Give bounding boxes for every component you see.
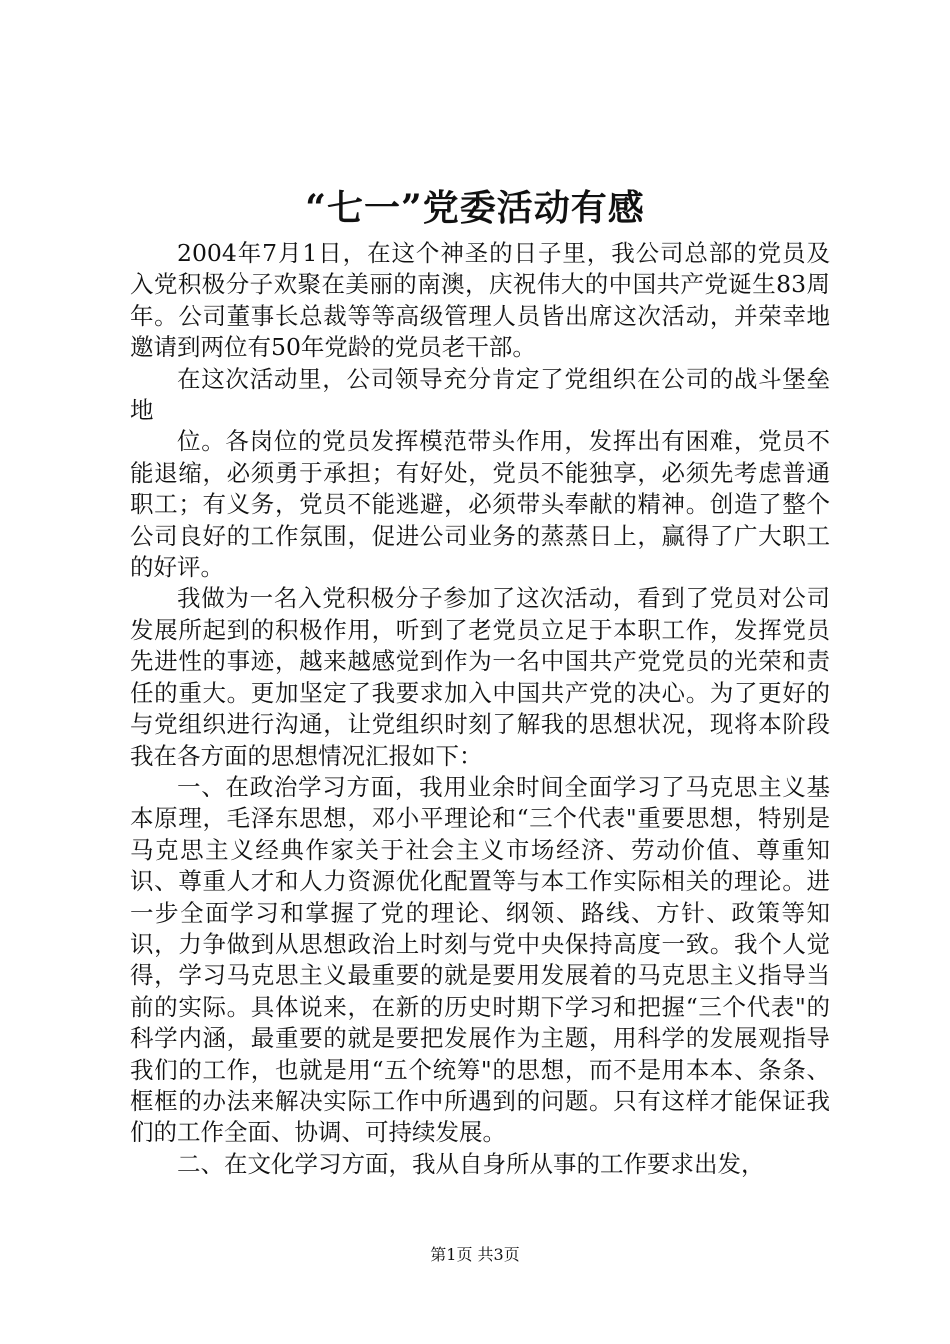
- paragraph-1: 2004年7月1日，在这个神圣的日子里，我公司总部的党员及入党积极分子欢聚在美丽的南澳，庆祝伟大的中国共产党诞生83周年。公司董事长总裁等等高级管理人员皆出席这次活动，并荣幸地邀请到两位有50年党龄的党员老干部。: [130, 239, 830, 362]
- paragraph-2: 在这次活动里，公司领导充分肯定了党组织在公司的战斗堡垒地: [130, 364, 830, 425]
- paragraph-3: 位。各岗位的党员发挥模范带头作用，发挥出有困难，党员不能退缩，必须勇于承担；有好处，党员不能独享，必须先考虑普通职工；有义务，党员不能逃避，必须带头奉献的精神。创造了整个公司良好的工作氛围，促进公司业务的蒸蒸日上，赢得了广大职工的好评。: [130, 427, 830, 582]
- paragraph-6: 二、在文化学习方面，我从自身所从事的工作要求出发，: [177, 1149, 765, 1178]
- page-footer: 第1页 共3页: [430, 1245, 520, 1264]
- paragraph-4: 我做为一名入党积极分子参加了这次活动，看到了党员对公司发展所起到的积极作用，听到了老党员立足于本职工作，发挥党员先进性的事迹，越来越感觉到作为一名中国共产党党员的光荣和责任的重大。更加坚定了我要求加入中国共产党的决心。为了更好的与党组织进行沟通，让党组织时刻了解我的思想状况，现将本阶段我在各方面的思想情况汇报如下：: [130, 584, 830, 770]
- document-title: “七一”党委活动有感: [305, 187, 645, 229]
- paragraph-5: 一、在政治学习方面，我用业余时间全面学习了马克思主义基本原理，毛泽东思想，邓小平理论和“三个代表"重要思想，特别是马克思主义经典作家关于社会主义市场经济、劳动价值、尊重知识、尊重人才和人力资源优化配置等与本工作实际相关的理论。进一步全面学习和掌握了党的理论、纲领、路线、方针、政策等知识，力争做到从思想政治上时刻与党中央保持高度一致。我个人觉得，学习马克思主义最重要的就是要用发展着的马克思主义指导当前的实际。具体说来，在新的历史时期下学习和把握“三个代表"的科学内涵，最重要的就是要把发展作为主题，用科学的发展观指导我们的工作，也就是用“五个统筹"的思想，而不是用本本、条条、框框的办法来解决实际工作中所遇到的问题。只有这样才能保证我们的工作全面、协调、可持续发展。: [130, 772, 830, 1147]
- document-body: [130, 238, 830, 1180]
